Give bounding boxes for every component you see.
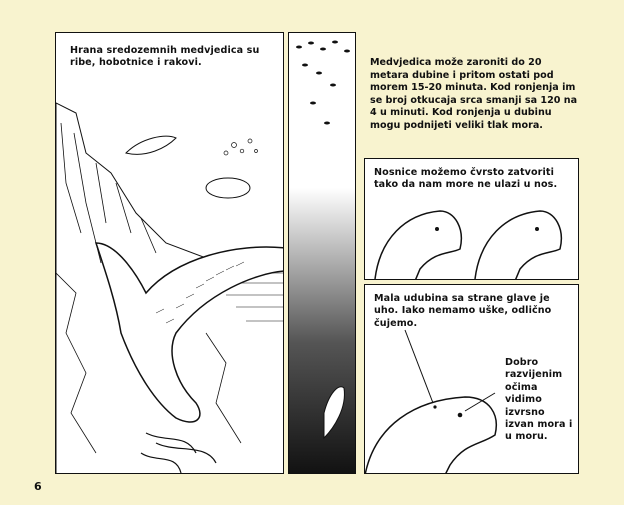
seal-hunting-illustration bbox=[56, 33, 284, 474]
panel-diet bbox=[55, 32, 284, 474]
seal-senses-illustration bbox=[365, 285, 579, 474]
diving-text: Medvjedica može zaroniti do 20 metara dubine i pritom ostati pod morem 15-20 minuta. Kod ronjenja im se broj otkucaja srca smanji sa 120 na 4 u minuti. Kod ronjenja u dubinu mogu podnijeti veliki tlak mora. bbox=[370, 57, 578, 131]
senses-caption: Mala udubina sa strane glave je uho. Iako nemamo uške, odlično čujemo. bbox=[374, 293, 552, 329]
dive-depth-illustration bbox=[289, 33, 356, 474]
diet-caption: Hrana sredozemnih medvjedica su ribe, hobotnice i rakovi. bbox=[70, 45, 260, 69]
page-number: 6 bbox=[34, 480, 42, 493]
seal-heads-illustration bbox=[365, 159, 579, 280]
panel-nostrils bbox=[364, 158, 579, 280]
eyes-note: Dobro razvijenim očima vidimo izvrsno izvan mora i u moru. bbox=[505, 357, 573, 443]
panel-dive bbox=[288, 32, 356, 474]
nostrils-caption: Nosnice možemo čvrsto zatvoriti tako da nam more ne ulazi u nos. bbox=[374, 167, 558, 191]
panel-senses bbox=[364, 284, 579, 474]
